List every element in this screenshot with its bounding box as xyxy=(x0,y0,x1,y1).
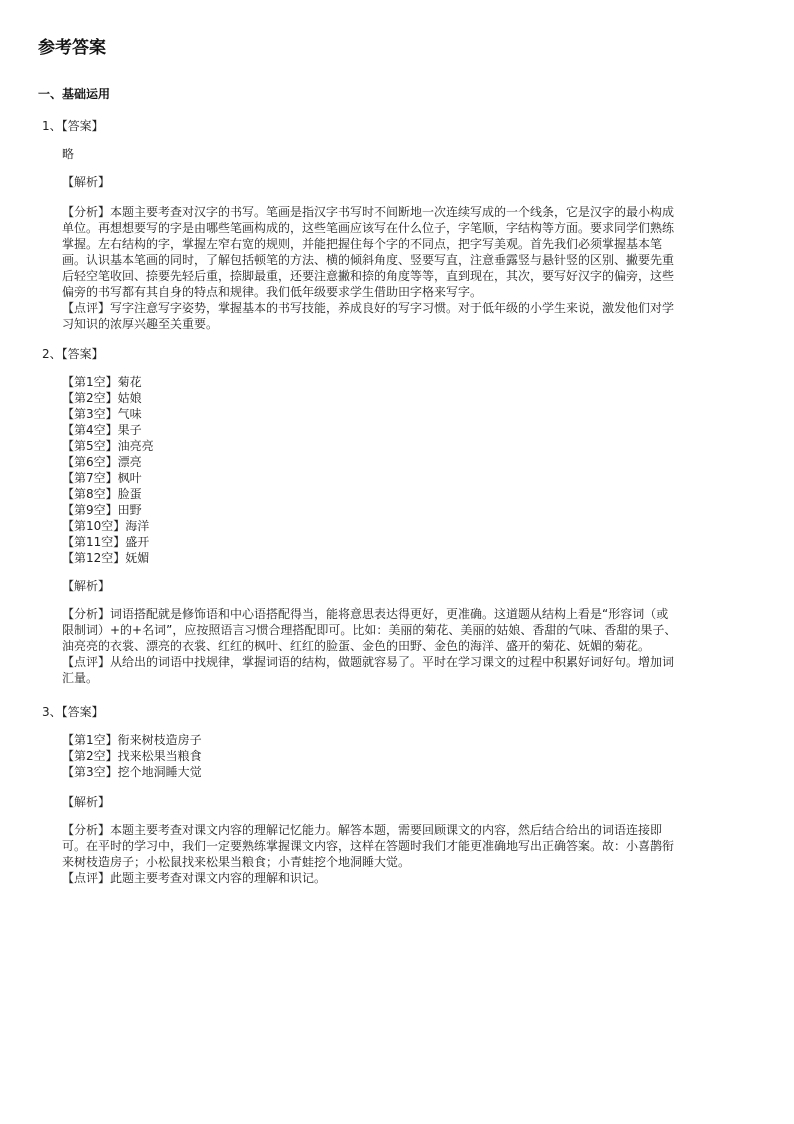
q1-analysis-label: 【解析】 xyxy=(62,175,111,189)
q2-blank: 【第4空】果子 xyxy=(62,423,142,437)
section-heading: 一、基础运用 xyxy=(38,87,111,101)
q2-analysis-line: 【分析】词语搭配就是修饰语和中心语搭配得当，能将意思表达得更好，更准确。这道题从结构上看是“形容词（或 xyxy=(62,607,669,621)
q3-analysis-line: 来树枝造房子；小松鼠找来松果当粮食；小青蛙挖个地洞睡大觉。 xyxy=(62,855,411,869)
q2-answer-heading: 2、【答案】 xyxy=(42,347,104,361)
q2-blank: 【第5空】油亮亮 xyxy=(62,439,154,453)
q2-blank: 【第2空】姑娘 xyxy=(62,391,142,405)
q3-comment-line: 【点评】此题主要考查对课文内容的理解和识记。 xyxy=(62,871,327,885)
q3-analysis-line: 【分析】本题主要考查对课文内容的理解记忆能力。解答本题，需要回顾课文的内容，然后结合给出的词语连接即 xyxy=(62,823,663,837)
q2-analysis-line: 限制词）+的+名词”，应按照语言习惯合理搭配即可。比如：美丽的菊花、美丽的姑娘、香甜的气味、香甜的果子、 xyxy=(62,623,677,637)
q3-answer-heading: 3、【答案】 xyxy=(42,705,104,719)
q1-answer-heading: 1、【答案】 xyxy=(42,119,104,133)
q3-analysis-line: 可。在平时的学习中，我们一定要熟练掌握课文内容，这样在答题时我们才能更准确地写出正确答案。故：小喜鹊衔 xyxy=(62,839,675,853)
q2-analysis xyxy=(62,606,712,686)
q2-comment-line: 汇量。 xyxy=(62,671,99,685)
q1-analysis-line: 画。认识基本笔画的同时，了解包括顿笔的方法、横的倾斜角度、竖要写直，注意垂露竖与悬针竖的区别、撇要先重 xyxy=(62,253,675,267)
q2-blank: 【第9空】田野 xyxy=(62,503,142,517)
q3-blank: 【第1空】衔来树枝造房子 xyxy=(62,733,202,747)
q3-blank: 【第3空】挖个地洞睡大觉 xyxy=(62,765,202,779)
q2-blank: 【第7空】枫叶 xyxy=(62,471,142,485)
page-title: 参考答案 xyxy=(38,38,106,58)
q2-blank: 【第1空】菊花 xyxy=(62,375,142,389)
q1-analysis-line: 后轻空笔收回、捺要先轻后重，捺脚最重，还要注意撇和捺的角度等等，直到现在，其次，要写好汉字的偏旁，这些 xyxy=(62,269,675,283)
q2-blank: 【第10空】海洋 xyxy=(62,519,150,533)
q3-analysis xyxy=(62,822,712,886)
q1-comment-line: 【点评】写字注意写字姿势，掌握基本的书写技能，养成良好的写字习惯。对于低年级的小学生来说，激发他们对学 xyxy=(62,301,675,315)
q2-blank: 【第11空】盛开 xyxy=(62,535,150,549)
q2-blanks xyxy=(62,374,712,566)
q1-analysis-line: 偏旁的书写都有其自身的特点和规律。我们低年级要求学生借助田字格来写字。 xyxy=(62,285,483,299)
q1-comment-line: 习知识的浓厚兴趣至关重要。 xyxy=(62,317,219,331)
q2-analysis-line: 油亮亮的衣裳、漂亮的衣裳、红红的枫叶、红红的脸蛋、金色的田野、金色的海洋、盛开的菊花、妩媚的菊花。 xyxy=(62,639,651,653)
q2-blank: 【第8空】脸蛋 xyxy=(62,487,142,501)
q1-analysis-line: 掌握。左右结构的字，掌握左窄右宽的规则，并能把握住每个字的不同点，把字写美观。首先我们必须掌握基本笔 xyxy=(62,237,663,251)
q2-analysis-label: 【解析】 xyxy=(62,579,111,593)
q3-blank: 【第2空】找来松果当粮食 xyxy=(62,749,202,763)
q2-blank: 【第12空】妩媚 xyxy=(62,551,150,565)
q1-analysis xyxy=(62,204,712,332)
q1-analysis-line: 【分析】本题主要考查对汉字的书写。笔画是指汉字书写时不间断地一次连续写成的一个线条，它是汉字的最小构成 xyxy=(62,205,675,219)
q2-comment-line: 【点评】从给出的词语中找规律，掌握词语的结构，做题就容易了。平时在学习课文的过程中积累好词好句。增加词 xyxy=(62,655,675,669)
q2-blank: 【第3空】气味 xyxy=(62,407,142,421)
q1-analysis-line: 单位。再想想要写的字是由哪些笔画构成的，这些笔画应该写在什么位子，字笔顺，字结构等方面。要求同学们熟练 xyxy=(62,221,675,235)
q1-answer-text: 略 xyxy=(62,147,75,161)
q2-blank: 【第6空】漂亮 xyxy=(62,455,142,469)
q3-analysis-label: 【解析】 xyxy=(62,795,111,809)
q3-blanks xyxy=(62,732,712,780)
